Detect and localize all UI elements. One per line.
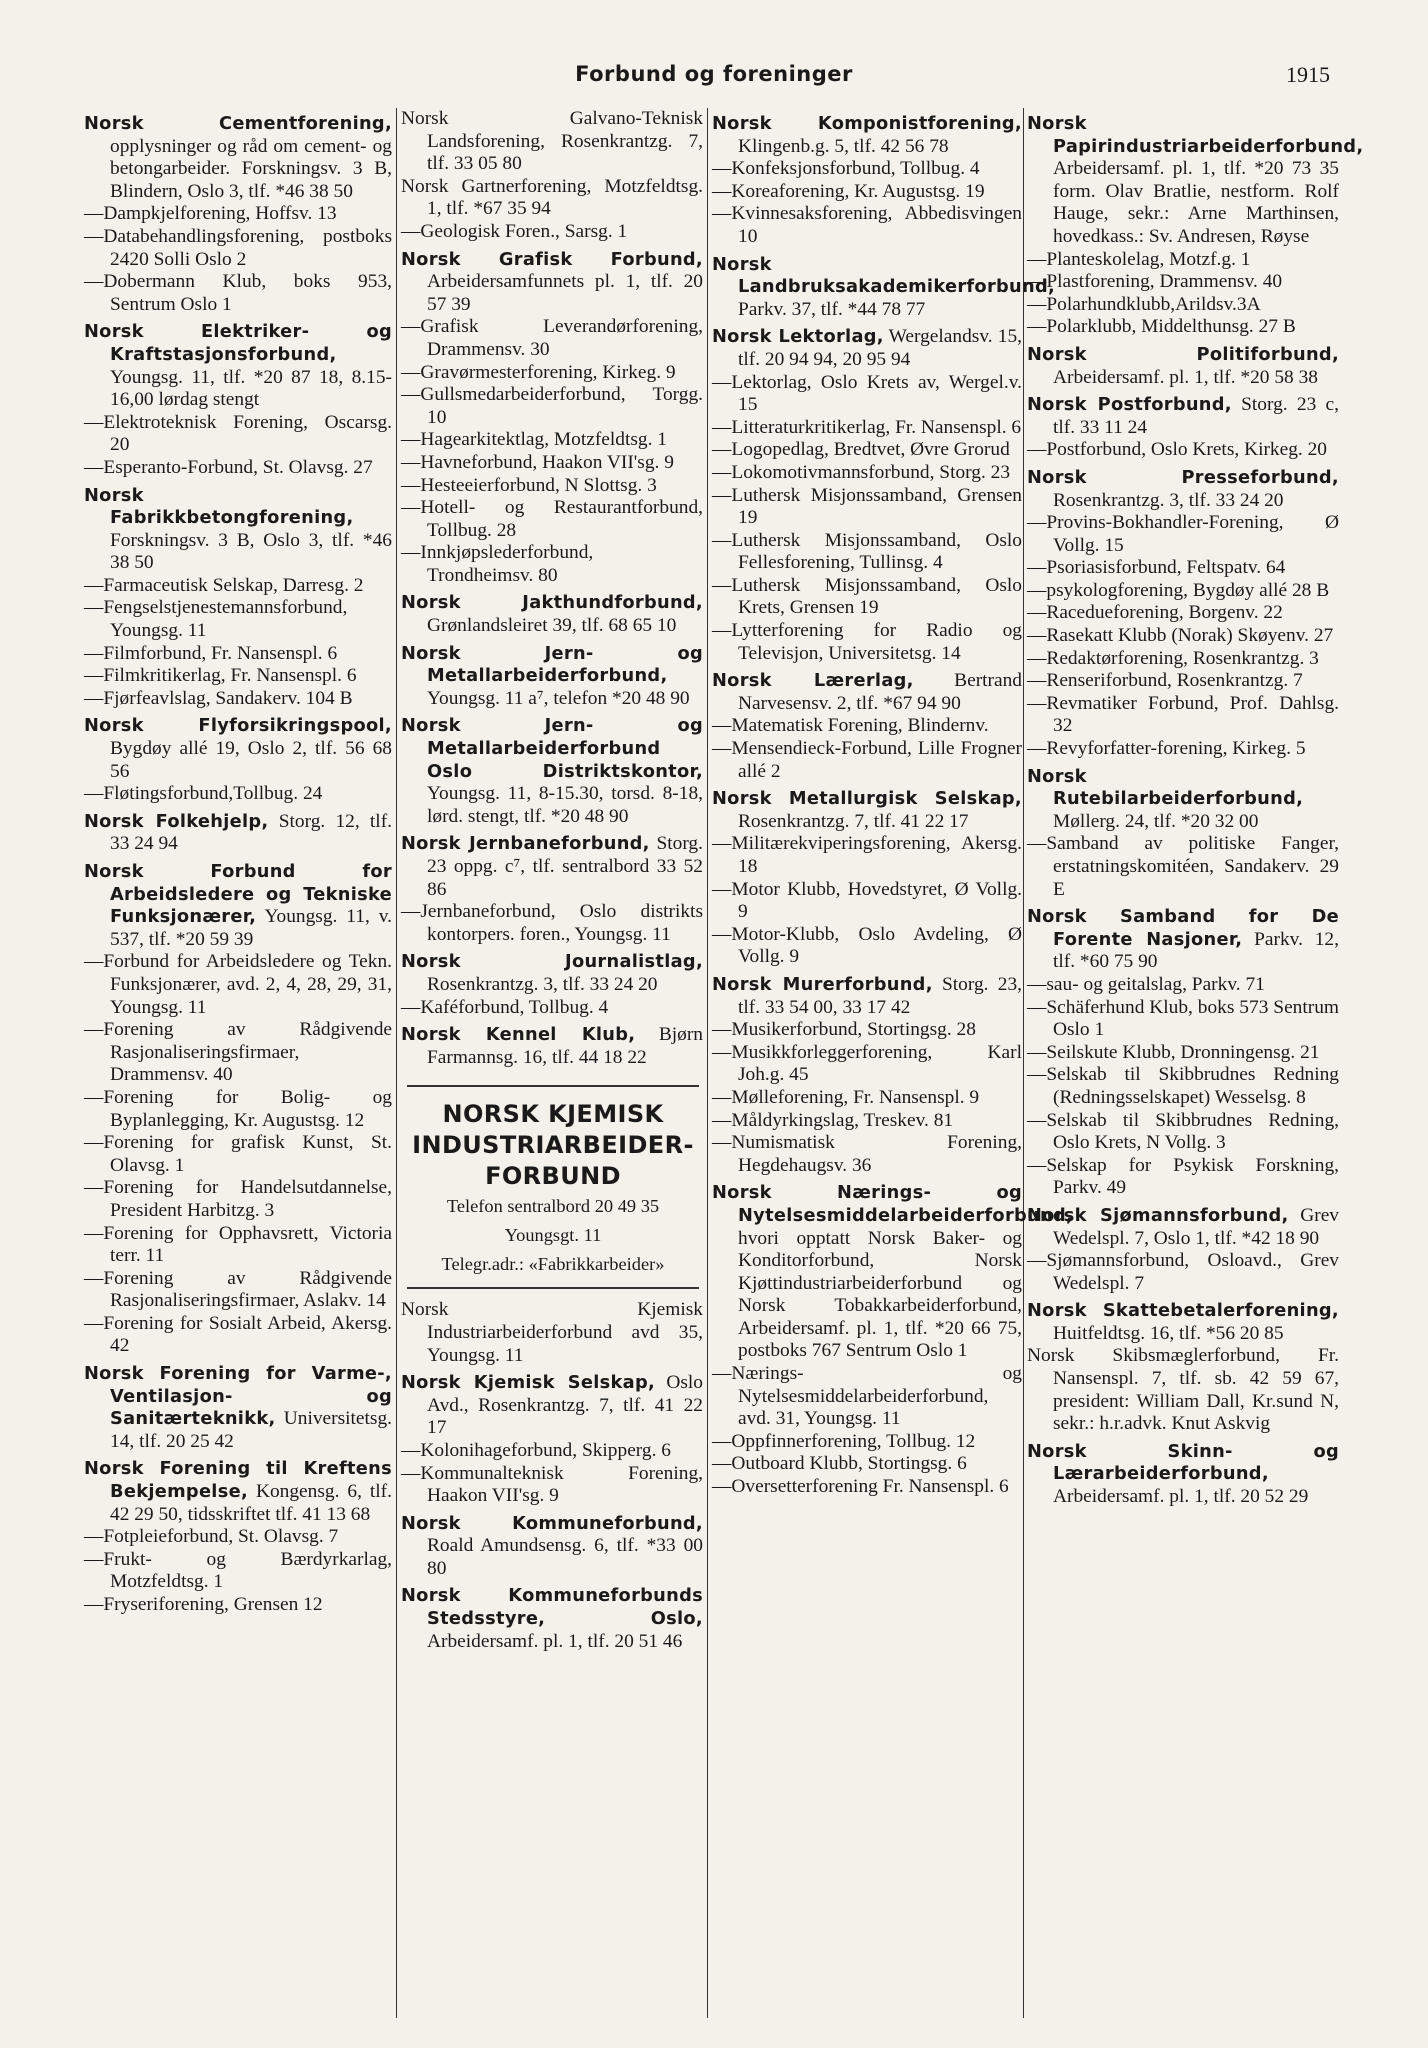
entry-name: Norsk Presseforbund, bbox=[1027, 466, 1339, 488]
entry-details: Norsk Skibsmæglerforbund, Fr. Nansenspl. 7, tlf. sb. 42 59 67, president: William Dall, Kr.sund N, sekr.: h.r.advk. Knut Askvig bbox=[1027, 1345, 1339, 1435]
directory-entry bbox=[1027, 693, 1339, 738]
directory-entry bbox=[712, 462, 1022, 485]
entry-name: Norsk Komponistforening, bbox=[712, 113, 1022, 134]
column-3 bbox=[712, 108, 1074, 1499]
entry-details: Grønlandsleiret 39, tlf. 68 65 10 bbox=[427, 615, 677, 637]
entry-name: Norsk Kennel Klub, bbox=[401, 1024, 636, 1046]
entry-name: Norsk Lærerlag, bbox=[712, 670, 914, 692]
entry-details: —Havneforbund, Haakon VII'sg. 9 bbox=[401, 451, 674, 473]
entry-name: Norsk Jern- og Metallarbeiderforbund Oslo Distriktskontor, bbox=[401, 715, 703, 782]
entry-details: —Selskap for Psykisk Forskning, Parkv. 49 bbox=[1027, 1154, 1339, 1199]
entry-details: Bjørn Farmannsg. 16, tlf. 44 18 22 bbox=[427, 1024, 703, 1068]
directory-entry bbox=[1027, 316, 1339, 339]
entry-details: —Musikerforbund, Stortingsg. 28 bbox=[712, 1019, 976, 1041]
directory-entry bbox=[84, 1177, 392, 1222]
entry-name: Norsk Jern- og Metallarbeiderforbund, bbox=[401, 642, 703, 687]
entry-details: Youngsg. 11, v. 537, tlf. *20 59 39 bbox=[110, 906, 392, 950]
entry-name: Norsk Grafisk Forbund, bbox=[401, 248, 703, 270]
entry-details: —Selskab til Skibbrudnes Redning, Oslo Krets, N Vollg. 3 bbox=[1027, 1109, 1339, 1154]
directory-entry bbox=[401, 475, 703, 498]
entry-details: Arbeidersamf. pl. 1, tlf. *20 73 35 form. Olav Bratlie, nestform. Rolf Hauge, sekr.: Arne Marthinsen, hovedkass.: Sv. Andresen, Røyse bbox=[1053, 158, 1339, 247]
directory-entry bbox=[712, 1019, 1022, 1042]
entry-details: —Koreaforening, Kr. Augustsg. 19 bbox=[712, 180, 985, 202]
directory-entry-heading bbox=[401, 1585, 703, 1653]
entry-details: Klingenb.g. 5, tlf. 42 56 78 bbox=[738, 135, 949, 157]
directory-entry bbox=[401, 221, 703, 244]
directory-entry-heading bbox=[84, 811, 392, 856]
directory-entry-heading bbox=[1027, 1300, 1339, 1345]
directory-entry bbox=[1027, 833, 1339, 901]
directory-entry-heading bbox=[712, 670, 1022, 715]
directory-entry bbox=[1027, 1042, 1339, 1065]
entry-details: Youngsg. 11 a⁷, telefon *20 48 90 bbox=[427, 687, 690, 709]
directory-entry-heading bbox=[84, 715, 392, 783]
entry-details: —Forening for Bolig- og Byplanlegging, Kr. Augustsg. 12 bbox=[84, 1086, 392, 1131]
page-number: 1915 bbox=[1286, 62, 1330, 87]
entry-details: Parkv. 37, tlf. *44 78 77 bbox=[738, 298, 926, 320]
entry-details: Forskningsv. 3 B, Oslo 3, tlf. *46 38 50 bbox=[110, 529, 392, 574]
directory-entry bbox=[401, 1299, 703, 1367]
entry-name: Norsk Postforbund, bbox=[1027, 394, 1232, 416]
directory-entry bbox=[712, 1476, 1022, 1499]
directory-entry bbox=[712, 1042, 1022, 1087]
directory-entry bbox=[1027, 670, 1339, 693]
directory-entry bbox=[712, 575, 1022, 620]
entry-details: Kongensg. 6, tlf. 42 29 50, tidsskriftet tlf. 41 13 68 bbox=[110, 1481, 392, 1525]
directory-entry-heading bbox=[1027, 1205, 1339, 1250]
entry-details: Youngsg. 11, 8-15.30, torsd. 8-18, lørd. stengt, tlf. *20 48 90 bbox=[427, 783, 703, 827]
entry-details: —Forening for grafisk Kunst, St. Olavsg. 1 bbox=[84, 1132, 392, 1176]
directory-entry-heading bbox=[1027, 344, 1339, 389]
directory-entry bbox=[84, 412, 392, 457]
directory-entry-heading bbox=[401, 1024, 703, 1069]
directory-entry bbox=[1027, 602, 1339, 625]
directory-entry-heading bbox=[1027, 467, 1339, 512]
entry-details: Youngsg. 11, tlf. *20 87 18, 8.15-16,00 lørdag stengt bbox=[110, 366, 392, 411]
entry-details: —Geologisk Foren., Sarsg. 1 bbox=[401, 220, 628, 242]
directory-entry bbox=[712, 715, 1022, 738]
entry-name: Norsk Forening for Varme-, Ventilasjon- og Sanitærteknikk, bbox=[84, 1363, 392, 1430]
directory-entry bbox=[84, 783, 392, 806]
entry-details: —Logopedlag, Bredtvet, Øvre Grorud bbox=[712, 439, 1010, 461]
entry-details: —Gravørmesterforening, Kirkeg. 9 bbox=[401, 361, 676, 383]
directory-entry bbox=[401, 316, 703, 361]
entry-details: Norsk Gartnerforening, Motzfeldtsg. 1, tlf. *67 35 94 bbox=[401, 175, 703, 220]
directory-entry bbox=[712, 417, 1022, 440]
directory-entry bbox=[712, 485, 1022, 530]
directory-entry-heading bbox=[712, 326, 1022, 371]
advertisement-box bbox=[407, 1085, 699, 1289]
entry-details: —Seilskute Klubb, Dronningensg. 21 bbox=[1027, 1041, 1320, 1063]
directory-entry-heading bbox=[712, 253, 1056, 322]
entry-details: —Fløtingsforbund,Tollbug. 24 bbox=[84, 783, 323, 805]
directory-entry bbox=[712, 181, 1022, 204]
directory-entry bbox=[712, 879, 1022, 924]
entry-name: Norsk Nærings- og Nytelsesmiddelarbeiderforbund, bbox=[712, 1182, 1074, 1226]
entry-name: Norsk Kjemisk Selskap, bbox=[401, 1372, 656, 1394]
entry-name: Norsk Politiforbund, bbox=[1027, 343, 1339, 365]
directory-entry bbox=[84, 1019, 392, 1087]
entry-details: Oslo Avd., Rosenkrantzg. 7, tlf. 41 22 17 bbox=[427, 1372, 703, 1439]
directory-entry bbox=[712, 372, 1022, 417]
entry-details: —Nærings- og Nytelsesmiddelarbeiderforbund, avd. 31, Youngsg. 11 bbox=[712, 1363, 1022, 1430]
entry-details: Arbeidersamfunnets pl. 1, tlf. 20 57 39 bbox=[427, 271, 703, 315]
directory-entry bbox=[84, 1268, 392, 1313]
directory-entry bbox=[712, 1110, 1022, 1133]
directory-entry bbox=[1027, 1250, 1339, 1295]
entry-details: —Luthersk Misjonssamband, Oslo Fellesforening, Tullinsg. 4 bbox=[712, 529, 1022, 574]
entry-details: —Filmkritikerlag, Fr. Nansenspl. 6 bbox=[84, 665, 357, 687]
directory-entry bbox=[84, 271, 392, 316]
entry-details: —Renseriforbund, Rosenkrantzg. 7 bbox=[1027, 670, 1303, 692]
entry-details: —Kommunalteknisk Forening, Haakon VII'sg. 9 bbox=[401, 1462, 703, 1507]
directory-entry bbox=[401, 1440, 703, 1463]
directory-entry bbox=[712, 1453, 1022, 1476]
directory-entry-heading bbox=[712, 1182, 1074, 1363]
entry-details: —Forening av Rådgivende Rasjonaliseringsfirmaer, Aslakv. 14 bbox=[84, 1267, 392, 1312]
directory-entry bbox=[1027, 648, 1339, 671]
entry-details: Storg. 23 c, tlf. 33 11 24 bbox=[1053, 394, 1339, 438]
entry-details: —Lokomotivmannsforbund, Storg. 23 bbox=[712, 461, 1011, 483]
entry-details: opplysninger og råd om cement- og betongarbeider. Forskningsv. 3 B, Blindern, Oslo 3, tlf. *46 38 50 bbox=[110, 135, 392, 202]
directory-entry bbox=[84, 203, 392, 226]
entry-name: Norsk Murerforbund, bbox=[712, 973, 933, 995]
directory-entry-heading bbox=[84, 485, 392, 575]
directory-entry bbox=[1027, 580, 1339, 603]
entry-details: —Oppfinnerforening, Tollbug. 12 bbox=[712, 1430, 976, 1452]
directory-entry bbox=[401, 901, 703, 946]
column-rule bbox=[1023, 108, 1024, 2018]
entry-details: —Konfeksjonsforbund, Tollbug. 4 bbox=[712, 158, 980, 180]
directory-entry-heading bbox=[84, 861, 392, 951]
entry-details: Arbeidersamf. pl. 1, tlf. 20 52 29 bbox=[1053, 1486, 1309, 1508]
entry-details: —Samband av politiske Fanger, erstatningskomitéen, Sandakerv. 29 E bbox=[1027, 833, 1339, 900]
directory-entry bbox=[1027, 625, 1339, 648]
directory-entry-heading bbox=[401, 1513, 703, 1581]
directory-entry-heading bbox=[401, 592, 703, 637]
directory-entry bbox=[401, 176, 703, 221]
entry-details: —Fjørfeavlslag, Sandakerv. 104 B bbox=[84, 687, 353, 709]
entry-details: —Forening for Handelsutdannelse, President Harbitzg. 3 bbox=[84, 1177, 392, 1221]
entry-details: —Jernbaneforbund, Oslo distrikts kontorpers. foren., Youngsg. 11 bbox=[401, 901, 703, 945]
directory-entry bbox=[84, 226, 392, 271]
entry-details: —Schäferhund Klub, boks 573 Sentrum Oslo 1 bbox=[1027, 996, 1339, 1041]
directory-entry bbox=[1027, 1155, 1339, 1200]
entry-details: —Frukt- og Bærdyrkarlag, Motzfeldtsg. 1 bbox=[84, 1548, 392, 1593]
directory-entry bbox=[1027, 249, 1339, 272]
entry-details: —Grafisk Leverandørforening, Drammensv. 30 bbox=[401, 316, 703, 360]
ad-title-line: FORBUND bbox=[485, 1162, 621, 1191]
entry-details: —Rasekatt Klubb (Norak) Skøyenv. 27 bbox=[1027, 625, 1334, 647]
entry-details: —Fengselstjenestemannsforbund, Youngsg. 11 bbox=[84, 597, 348, 642]
entry-details: —Postforbund, Oslo Krets, Kirkeg. 20 bbox=[1027, 439, 1327, 461]
directory-entry bbox=[1027, 997, 1339, 1042]
directory-entry-heading bbox=[712, 974, 1022, 1019]
entry-details: Bertrand Narvesensv. 2, tlf. *67 94 90 bbox=[738, 670, 1022, 714]
entry-details: Parkv. 12, tlf. *60 75 90 bbox=[1053, 928, 1339, 973]
entry-details: —Dobermann Klub, boks 953, Sentrum Oslo 1 bbox=[84, 271, 392, 315]
entry-details: —Hotell- og Restaurantforbund, Tollbug. 28 bbox=[401, 497, 703, 541]
directory-entry bbox=[1027, 439, 1339, 462]
directory-entry bbox=[401, 429, 703, 452]
entry-details: —Plastforening, Drammensv. 40 bbox=[1027, 271, 1283, 293]
entry-name: Norsk Skattebetalerforening, bbox=[1027, 1300, 1339, 1322]
directory-entry-heading bbox=[84, 113, 392, 203]
entry-details: Grev Wedelspl. 7, Oslo 1, tlf. *42 18 90 bbox=[1053, 1204, 1339, 1249]
entry-details: Arbeidersamf. pl. 1, tlf. *20 58 38 bbox=[1053, 366, 1318, 388]
entry-details: —Forening for Sosialt Arbeid, Akersg. 42 bbox=[84, 1312, 392, 1357]
entry-details: —Innkjøpslederforbund, Trondheimsv. 80 bbox=[401, 542, 594, 586]
entry-details: Huitfeldtsg. 16, tlf. *56 20 85 bbox=[1053, 1322, 1284, 1344]
entry-name: Norsk Lektorlag, bbox=[712, 326, 884, 348]
entry-details: —Dampkjelforening, Hoffsv. 13 bbox=[84, 203, 337, 225]
directory-entry bbox=[401, 108, 703, 176]
directory-entry bbox=[84, 457, 392, 480]
entry-details: —Motor-Klubb, Oslo Avdeling, Ø Vollg. 9 bbox=[712, 923, 1022, 968]
directory-entry bbox=[712, 1431, 1022, 1454]
ad-line: Youngsgt. 11 bbox=[504, 1225, 602, 1246]
entry-name: Norsk Jakthundforbund, bbox=[401, 592, 703, 614]
directory-entry bbox=[84, 597, 392, 642]
entry-name: Norsk Forbund for Arbeidsledere og Tekniske Funksjonærer, bbox=[84, 861, 392, 928]
directory-entry-heading bbox=[84, 321, 392, 411]
entry-name: Norsk Landbruksakademikerforbund, bbox=[712, 253, 1056, 298]
directory-entry bbox=[84, 643, 392, 666]
entry-details: Bygdøy allé 19, Oslo 2, tlf. 56 68 56 bbox=[110, 738, 392, 782]
entry-name: Norsk Flyforsikringspool, bbox=[84, 715, 392, 737]
entry-details: —psykologforening, Bygdøy allé 28 B bbox=[1027, 579, 1330, 601]
entry-details: Storg. 23 oppg. c⁷, tlf. sentralbord 33 52 86 bbox=[427, 833, 703, 900]
directory-entry bbox=[84, 1549, 392, 1594]
directory-entry bbox=[84, 951, 392, 1019]
directory-entry bbox=[712, 203, 1022, 248]
entry-details: —Forening av Rådgivende Rasjonaliseringsfirmaer, Drammensv. 40 bbox=[84, 1019, 392, 1086]
entry-details: Norsk Kjemisk Industriarbeiderforbund avd 35, Youngsg. 11 bbox=[401, 1299, 703, 1366]
entry-details: —Redaktørforening, Rosenkrantzg. 3 bbox=[1027, 647, 1319, 669]
directory-entry-heading bbox=[401, 951, 703, 996]
directory-entry bbox=[712, 1132, 1022, 1177]
directory-entry bbox=[84, 688, 392, 711]
entry-details: Rosenkrantzg. 3, tlf. 33 24 20 bbox=[1053, 489, 1284, 511]
directory-entry bbox=[712, 620, 1022, 665]
entry-name: Norsk Elektriker- og Kraftstasjonsforbund, bbox=[84, 321, 392, 365]
directory-entry bbox=[1027, 557, 1339, 580]
entry-details: —Forbund for Arbeidsledere og Tekn. Funksjonærer, avd. 2, 4, 28, 29, 31, Youngsg. 11 bbox=[84, 951, 392, 1018]
entry-name: Norsk Papirindustriarbeiderforbund, bbox=[1027, 113, 1364, 157]
entry-details: —Hagearkitektlag, Motzfeldtsg. 1 bbox=[401, 429, 668, 451]
directory-entry-heading bbox=[1027, 113, 1364, 249]
directory-entry bbox=[1027, 1345, 1339, 1435]
entry-details: Rosenkrantzg. 7, tlf. 41 22 17 bbox=[738, 810, 969, 832]
directory-entry bbox=[401, 497, 703, 542]
entry-details: —Måldyrkingslag, Treskev. 81 bbox=[712, 1109, 954, 1131]
entry-details: —Esperanto-Forbund, St. Olavsg. 27 bbox=[84, 456, 373, 478]
directory-entry bbox=[712, 439, 1022, 462]
entry-details: —Musikkforleggerforening, Karl Joh.g. 45 bbox=[712, 1041, 1022, 1086]
column-rule bbox=[396, 108, 397, 2018]
directory-entry bbox=[1027, 294, 1339, 317]
directory-entry-heading bbox=[401, 1372, 703, 1440]
directory-entry-heading bbox=[401, 643, 703, 711]
directory-entry-heading bbox=[401, 249, 703, 317]
entry-details: —Provins-Bokhandler-Forening, Ø Vollg. 15 bbox=[1027, 512, 1339, 556]
directory-entry bbox=[84, 1223, 392, 1268]
entry-details: —Motor Klubb, Hovedstyret, Ø Vollg. 9 bbox=[712, 878, 1022, 923]
entry-details: —Luthersk Misjonssamband, Grensen 19 bbox=[712, 484, 1022, 529]
entry-details: Universitetsg. 14, tlf. 20 25 42 bbox=[110, 1408, 392, 1452]
directory-entry bbox=[401, 362, 703, 385]
column-rule bbox=[707, 108, 708, 2018]
entry-details: —Farmaceutisk Selskap, Darresg. 2 bbox=[84, 574, 364, 596]
entry-name: Norsk Folkehjelp, bbox=[84, 810, 269, 832]
directory-entry-heading bbox=[84, 1458, 392, 1526]
ad-line: Telegr.adr.: «Fabrikkarbeider» bbox=[441, 1254, 665, 1275]
entry-details: —Lektorlag, Oslo Krets av, Wergel.v. 15 bbox=[712, 371, 1022, 416]
entry-name: Norsk Cementforening, bbox=[84, 113, 392, 134]
entry-name: Norsk Journalistlag, bbox=[401, 951, 703, 973]
directory-entry bbox=[84, 1132, 392, 1177]
entry-name: Norsk Samband for De Forente Nasjoner, bbox=[1027, 906, 1339, 950]
directory-entry bbox=[401, 542, 703, 587]
entry-details: Norsk Galvano-Teknisk Landsforening, Rosenkrantzg. 7, tlf. 33 05 80 bbox=[401, 108, 703, 175]
entry-details: —Databehandlingsforening, postboks 2420 Solli Oslo 2 bbox=[84, 225, 392, 270]
directory-entry bbox=[84, 1313, 392, 1358]
entry-details: —Luthersk Misjonssamband, Oslo Krets, Grensen 19 bbox=[712, 574, 1022, 619]
entry-details: —Sjømannsforbund, Osloavd., Grev Wedelspl. 7 bbox=[1027, 1250, 1339, 1294]
entry-name: Norsk Jernbaneforbund, bbox=[401, 833, 650, 855]
directory-entry bbox=[712, 1363, 1022, 1431]
entry-details: Arbeidersamf. pl. 1, tlf. 20 51 46 bbox=[427, 1630, 683, 1652]
entry-details: —Militærekviperingsforening, Akersg. 18 bbox=[712, 833, 1022, 877]
directory-entry bbox=[1027, 1110, 1339, 1155]
directory-entry-heading bbox=[401, 833, 703, 901]
entry-name: Norsk Kommuneforbunds Stedsstyre, Oslo, bbox=[401, 1585, 703, 1630]
entry-name: Norsk Rutebilarbeiderforbund, bbox=[1027, 765, 1304, 810]
entry-name: Norsk Forening til Kreftens Bekjempelse, bbox=[84, 1458, 392, 1503]
entry-details: —Oversetterforening Fr. Nansenspl. 6 bbox=[712, 1476, 1009, 1498]
ad-line: Telefon sentralbord 20 49 35 bbox=[446, 1196, 660, 1217]
directory-entry bbox=[712, 833, 1022, 878]
ad-title-line: INDUSTRIARBEIDER- bbox=[412, 1131, 694, 1160]
entry-details: —Hesteeierforbund, N Slottsg. 3 bbox=[401, 474, 657, 496]
entry-name: Norsk Fabrikkbetongforening, bbox=[84, 484, 354, 529]
directory-entry bbox=[712, 158, 1022, 181]
entry-details: —Polarklubb, Middelthunsg. 27 B bbox=[1027, 316, 1296, 338]
directory-entry-heading bbox=[401, 715, 703, 828]
directory-entry bbox=[712, 530, 1022, 575]
directory-entry bbox=[1027, 738, 1339, 761]
directory-entry bbox=[401, 384, 703, 429]
directory-entry-heading bbox=[1027, 766, 1339, 834]
entry-details: Storg. 23, tlf. 33 54 00, 33 17 42 bbox=[738, 973, 1022, 1018]
directory-entry bbox=[1027, 271, 1339, 294]
column-4 bbox=[1027, 108, 1364, 1509]
entry-details: —Revmatiker Forbund, Prof. Dahlsg. 32 bbox=[1027, 692, 1339, 737]
directory-entry-heading bbox=[712, 113, 1022, 158]
entry-details: Roald Amundsensg. 6, tlf. *33 00 80 bbox=[427, 1535, 703, 1579]
entry-details: —Polarhundklubb,Arildsv.3A bbox=[1027, 293, 1261, 315]
directory-entry bbox=[84, 665, 392, 688]
entry-name: Norsk Kommuneforbund, bbox=[401, 1512, 703, 1534]
directory-entry bbox=[84, 575, 392, 598]
directory-entry bbox=[712, 1087, 1022, 1110]
directory-entry bbox=[84, 1526, 392, 1549]
entry-details: —Mølleforening, Fr. Nansenspl. 9 bbox=[712, 1086, 980, 1108]
entry-details: Wergelandsv. 15, tlf. 20 94 94, 20 95 94 bbox=[738, 326, 1022, 370]
entry-details: —Matematisk Forening, Blindernv. bbox=[712, 715, 989, 737]
entry-details: —Kvinnesaksforening, Abbedisvingen 10 bbox=[712, 203, 1022, 247]
directory-entry bbox=[1027, 1064, 1339, 1109]
entry-details: —Fotpleieforbund, St. Olavsg. 7 bbox=[84, 1526, 339, 1548]
entry-details: —Lytterforening for Radio og Televisjon, Universitetsg. 14 bbox=[712, 620, 1022, 664]
entry-name: Norsk Skinn- og Lærarbeiderforbund, bbox=[1027, 1440, 1339, 1485]
directory-entry bbox=[84, 1594, 392, 1617]
entry-details: —sau- og geitalslag, Parkv. 71 bbox=[1027, 973, 1265, 995]
running-title: Forbund og foreninger bbox=[575, 62, 853, 86]
entry-details: —Kolonihageforbund, Skipperg. 6 bbox=[401, 1439, 672, 1461]
directory-entry bbox=[1027, 512, 1339, 557]
entry-details: —Fryseriforening, Grensen 12 bbox=[84, 1594, 323, 1615]
directory-entry-heading bbox=[1027, 906, 1339, 974]
page-header bbox=[0, 62, 1428, 98]
entry-details: —Racedueforening, Borgenv. 22 bbox=[1027, 602, 1283, 624]
entry-details: —Kaféforbund, Tollbug. 4 bbox=[401, 996, 609, 1018]
column-2 bbox=[401, 108, 703, 1653]
entry-details: hvori opptatt Norsk Baker- og Konditorforbund, Norsk Kjøttindustriarbeiderforbund og Norsk Tobakkarbeiderforbund, Arbeidersamf. pl. 1, tlf. *20 66 75, postboks 767 Sentrum Oslo 1 bbox=[738, 1227, 1022, 1362]
ad-title-line: NORSK KJEMISK bbox=[442, 1100, 664, 1129]
directory-entry bbox=[84, 1087, 392, 1132]
entry-details: —Litteraturkritikerlag, Fr. Nansenspl. 6 bbox=[712, 416, 1022, 438]
directory-entry bbox=[712, 924, 1022, 969]
entry-details: —Forening for Opphavsrett, Victoria terr. 11 bbox=[84, 1222, 392, 1267]
entry-details: —Mensendieck-Forbund, Lille Frogner allé 2 bbox=[712, 738, 1022, 782]
entry-details: Storg. 12, tlf. 33 24 94 bbox=[110, 810, 392, 855]
entry-details: —Revyforfatter-forening, Kirkeg. 5 bbox=[1027, 738, 1306, 760]
directory-entry-heading bbox=[712, 788, 1022, 833]
entry-details: —Outboard Klubb, Stortingsg. 6 bbox=[712, 1453, 967, 1475]
directory-entry bbox=[1027, 974, 1339, 997]
entry-details: Rosenkrantzg. 3, tlf. 33 24 20 bbox=[427, 973, 658, 995]
directory-entry bbox=[401, 1463, 703, 1508]
column-1 bbox=[84, 108, 392, 1617]
directory-entry bbox=[712, 738, 1022, 783]
entry-details: —Gullsmedarbeiderforbund, Torgg. 10 bbox=[401, 384, 703, 428]
directory-entry bbox=[401, 452, 703, 475]
entry-details: —Selskab til Skibbrudnes Redning (Redningsselskapet) Wesselsg. 8 bbox=[1027, 1064, 1339, 1108]
entry-details: Møllerg. 24, tlf. *20 32 00 bbox=[1053, 810, 1259, 832]
entry-details: —Numismatisk Forening, Hegdehaugsv. 36 bbox=[712, 1132, 1022, 1176]
directory-entry-heading bbox=[84, 1363, 392, 1453]
directory-entry bbox=[401, 997, 703, 1020]
entry-name: Norsk Sjømannsforbund, bbox=[1027, 1204, 1289, 1226]
entry-details: —Filmforbund, Fr. Nansenspl. 6 bbox=[84, 642, 338, 664]
directory-entry-heading bbox=[1027, 394, 1339, 439]
entry-details: —Elektroteknisk Forening, Oscarsg. 20 bbox=[84, 411, 392, 456]
entry-details: —Planteskolelag, Motzf.g. 1 bbox=[1027, 248, 1251, 270]
directory-entry-heading bbox=[1027, 1441, 1339, 1509]
entry-name: Norsk Metallurgisk Selskap, bbox=[712, 788, 1022, 810]
entry-details: —Psoriasisforbund, Feltspatv. 64 bbox=[1027, 557, 1286, 579]
